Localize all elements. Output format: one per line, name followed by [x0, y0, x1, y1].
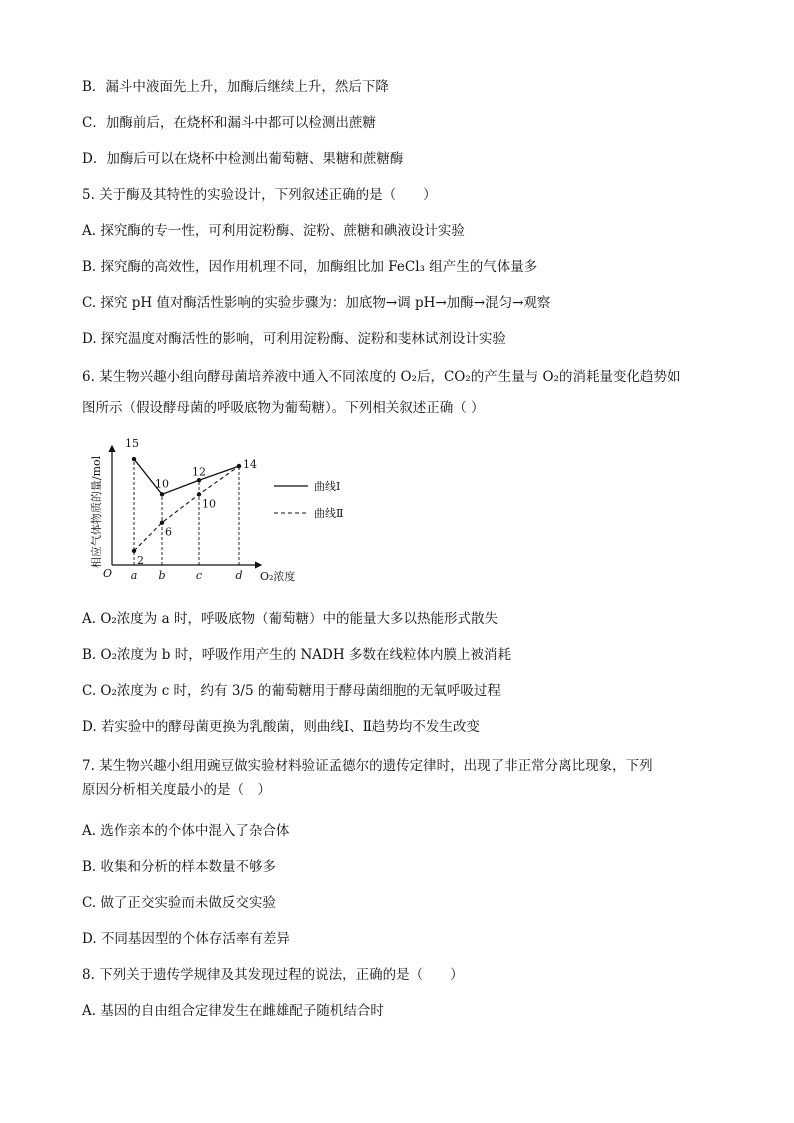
data-label-s1-b: 10: [155, 477, 169, 491]
legend-label-1: 曲线Ⅰ: [314, 480, 341, 493]
data-label-s2-a: 2: [137, 553, 144, 567]
data-point-s1-a: [132, 457, 136, 461]
q8-option-a: A. 基因的自由组合定律发生在雌雄配子随机结合时: [82, 1003, 384, 1019]
q6-option-b: B. O₂浓度为 b 时，呼吸作用产生的 NADH 多数在线粒体内膜上被消耗: [82, 647, 511, 663]
data-point-s2-d: [237, 464, 241, 468]
q4-option-d: D．加酶后可以在烧杯中检测出葡萄糖、果糖和蔗糖酶: [82, 151, 404, 167]
data-label-s1-a: 15: [125, 437, 139, 451]
q5-option-c: C. 探究 pH 值对酶活性影响的实验步骤为：加底物→调 pH→加酶→混匀→观察: [82, 295, 551, 311]
q4-option-b: B．漏斗中液面先上升，加酶后继续上升，然后下降: [82, 79, 389, 95]
data-point-s1-b: [160, 492, 164, 496]
data-point-s2-b: [160, 520, 164, 524]
data-point-s2-c: [197, 492, 201, 496]
origin-label: O: [103, 567, 113, 580]
data-label-s2-c: 10: [202, 497, 216, 511]
q5-option-d: D. 探究温度对酶活性的影响，可利用淀粉酶、淀粉和斐林试剂设计实验: [82, 331, 506, 347]
o2-gas-chart: [86, 437, 386, 584]
data-label-s2-b: 6: [165, 525, 172, 539]
q7-option-d: D. 不同基因型的个体存活率有差异: [82, 931, 290, 947]
data-label-s1-d: 14: [243, 458, 257, 472]
q7-option-b: B. 收集和分析的样本数量不够多: [82, 859, 277, 875]
data-label-s1-c: 12: [192, 465, 206, 479]
q6-stem-line2: 图所示（假设酵母菌的呼吸底物为葡萄糖）。下列相关叙述正确（ ）: [82, 400, 485, 416]
legend: [274, 479, 343, 520]
plot-area: [125, 437, 257, 582]
q7-stem-line1: 7. 某生物兴趣小组用豌豆做实验材料验证孟德尔的遗传定律时，出现了非正常分离比现象，下列: [82, 758, 653, 774]
q7-option-c: C. 做了正交实验而未做反交实验: [82, 895, 276, 911]
q6-stem-line1: 6. 某生物兴趣小组向酵母菌培养液中通入不同浓度的 O₂后，CO₂的产生量与 O₂的消耗量变化趋势如: [82, 369, 681, 385]
x-axis-label: O₂浓度: [260, 570, 296, 583]
q5-option-b: B. 探究酶的高效性，因作用机理不同，加酶组比加 FeCl₃ 组产生的气体量多: [82, 259, 538, 275]
data-point-s2-a: [132, 549, 136, 553]
q7-stem-line2: 原因分析相关度最小的是（ ）: [82, 782, 271, 798]
x-tick-a: a: [130, 569, 138, 582]
q6-option-d: D. 若实验中的酵母菌更换为乳酸菌，则曲线Ⅰ、Ⅱ趋势均不发生改变: [82, 719, 480, 735]
q5-option-a: A. 探究酶的专一性，可利用淀粉酶、淀粉、蔗糖和碘液设计实验: [82, 223, 465, 239]
q8-stem: 8. 下列关于遗传学规律及其发现过程的说法，正确的是（ ）: [82, 967, 464, 983]
q6-option-c: C. O₂浓度为 c 时，约有 3/5 的葡萄糖用于酵母菌细胞的无氧呼吸过程: [82, 683, 501, 699]
data-point-s1-c: [197, 478, 201, 482]
series-line-1: [134, 459, 239, 494]
y-axis-label: 相应气体物质的量/mol: [90, 455, 103, 569]
q6-option-a: A. O₂浓度为 a 时，呼吸底物（葡萄糖）中的能量大多以热能形式散失: [82, 611, 498, 627]
q7-option-a: A. 选作亲本的个体中混入了杂合体: [82, 823, 290, 839]
q5-stem: 5. 关于酶及其特性的实验设计，下列叙述正确的是（ ）: [82, 187, 437, 203]
x-tick-b: b: [158, 569, 166, 582]
legend-label-2: 曲线Ⅱ: [314, 507, 344, 520]
x-tick-d: d: [235, 569, 243, 582]
q4-option-c: C．加酶前后，在烧杯和漏斗中都可以检测出蔗糖: [82, 115, 376, 131]
x-tick-c: c: [195, 569, 203, 582]
